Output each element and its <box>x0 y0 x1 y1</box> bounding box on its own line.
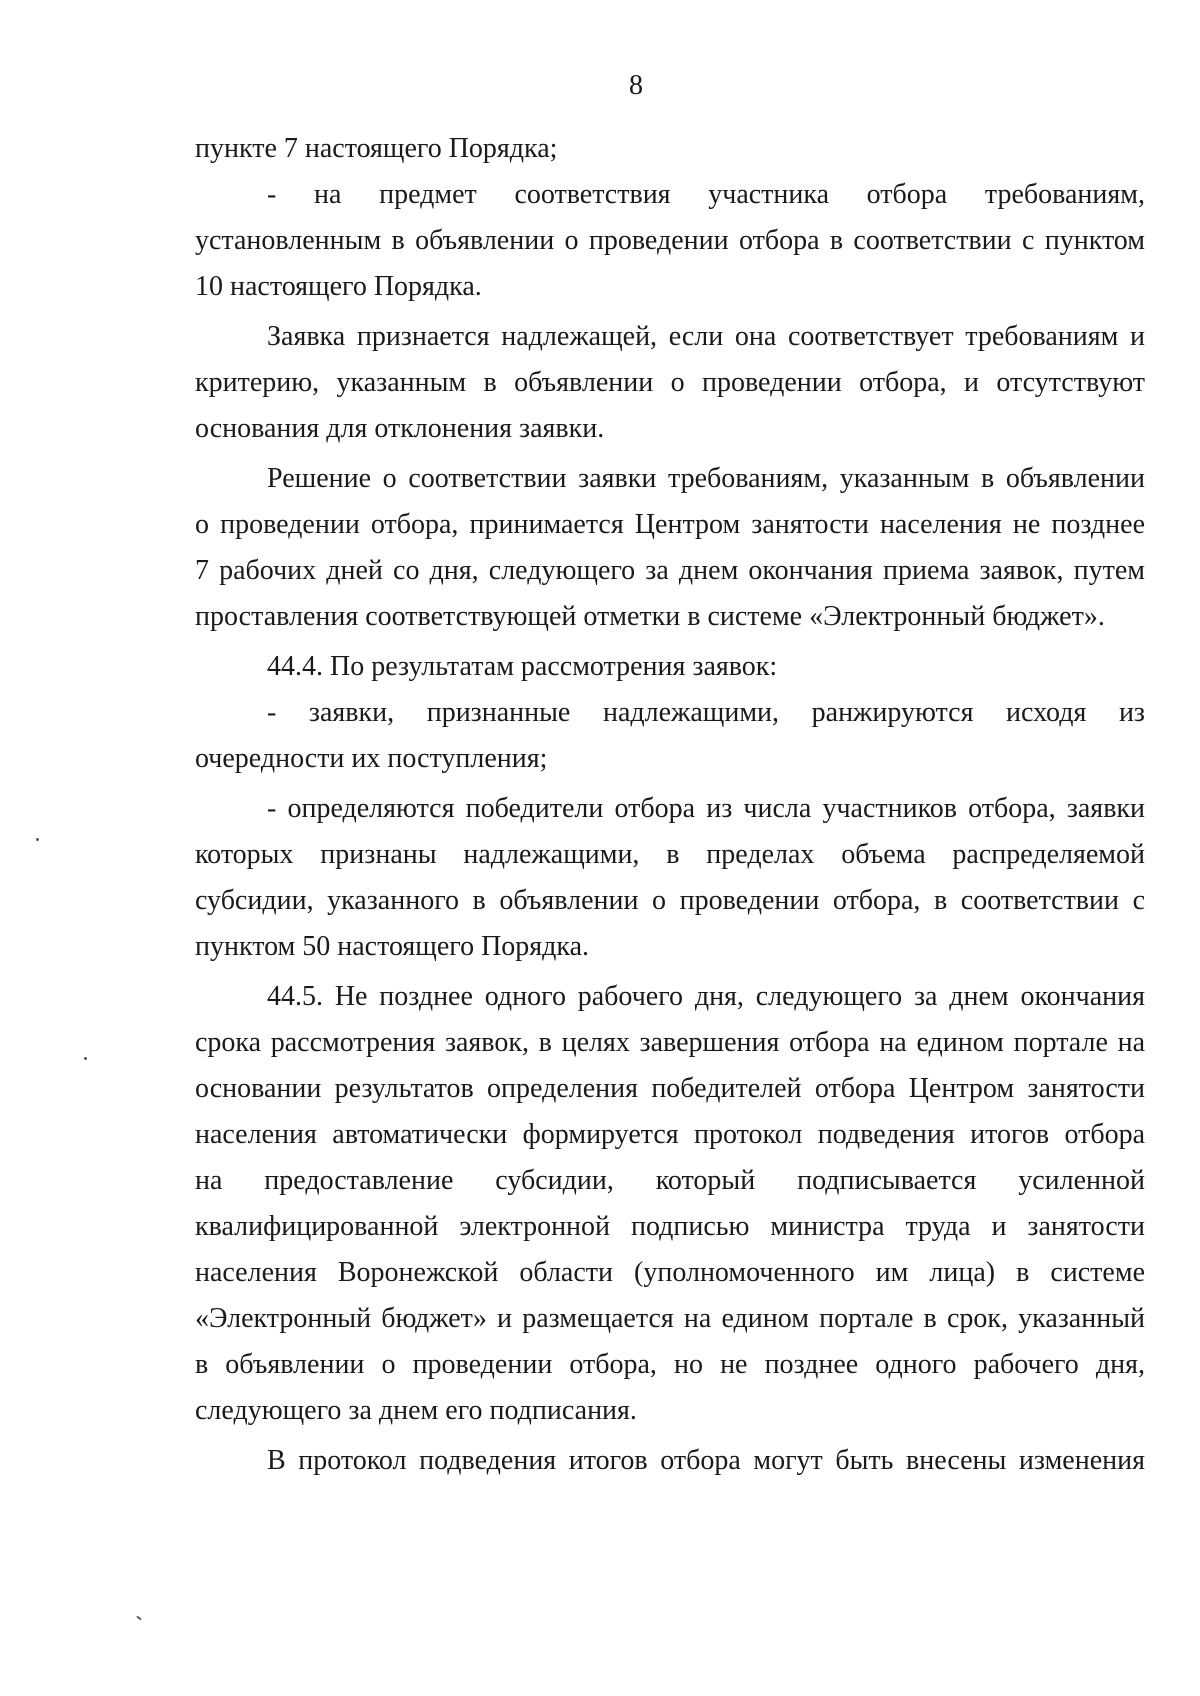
document-body <box>195 126 1145 1484</box>
text-line: Решение о соответствии заявки требованиям, указанным в объявлении <box>267 463 1145 494</box>
text-line: пункте 7 настоящего Порядка; <box>195 133 558 164</box>
text-line: пунктом 50 настоящего Порядка. <box>195 931 590 962</box>
text-line: - на предмет соответствия участника отбора требованиям, <box>267 179 1145 210</box>
text-line: населения автоматически формируется протокол подведения итогов отбора <box>195 1119 1145 1150</box>
text-line: 7 рабочих дней со дня, следующего за днем окончания приема заявок, путем <box>195 555 1145 586</box>
text-line: в объявлении о проведении отбора, но не позднее одного рабочего дня, <box>195 1349 1145 1380</box>
text-line: квалифицированной электронной подписью министра труда и занятости <box>195 1211 1145 1242</box>
text-line: В протокол подведения итогов отбора могут быть внесены изменения <box>267 1445 1145 1476</box>
scan-speck <box>136 1615 142 1620</box>
text-line: очередности их поступления; <box>195 743 548 774</box>
text-line: о проведении отбора, принимается Центром занятости населения не позднее <box>195 509 1145 540</box>
text-line: субсидии, указанного в объявлении о проведении отбора, в соответствии с <box>195 885 1145 916</box>
text-line: срока рассмотрения заявок, в целях завершения отбора на едином портале на <box>195 1027 1145 1058</box>
text-line: 44.5. Не позднее одного рабочего дня, следующего за днем окончания <box>267 981 1145 1012</box>
text-line: критерию, указанным в объявлении о проведении отбора, и отсутствуют <box>195 367 1145 398</box>
text-line: основании результатов определения победителей отбора Центром занятости <box>195 1073 1145 1104</box>
text-line: - определяются победители отбора из числа участников отбора, заявки <box>267 793 1145 824</box>
text-line: 44.4. По результатам рассмотрения заявок: <box>267 651 778 682</box>
text-line: населения Воронежской области (уполномоченного им лица) в системе <box>195 1257 1145 1288</box>
text-line: - заявки, признанные надлежащими, ранжируются исходя из <box>267 697 1145 728</box>
text-line: 10 настоящего Порядка. <box>195 271 482 302</box>
text-line: следующего за днем его подписания. <box>195 1395 637 1426</box>
scan-speck <box>84 1057 87 1060</box>
text-line: которых признаны надлежащими, в пределах объема распределяемой <box>195 839 1145 870</box>
text-line: проставления соответствующей отметки в системе «Электронный бюджет». <box>195 601 1105 632</box>
text-line: установленным в объявлении о проведении отбора в соответствии с пунктом <box>195 225 1145 256</box>
text-line: «Электронный бюджет» и размещается на едином портале в срок, указанный <box>195 1303 1145 1334</box>
page-number: 8 <box>629 70 643 101</box>
scan-speck <box>36 838 39 841</box>
text-line: на предоставление субсидии, который подписывается усиленной <box>195 1165 1145 1196</box>
text-line: Заявка признается надлежащей, если она соответствует требованиям и <box>267 321 1145 352</box>
text-line: основания для отклонения заявки. <box>195 413 605 444</box>
